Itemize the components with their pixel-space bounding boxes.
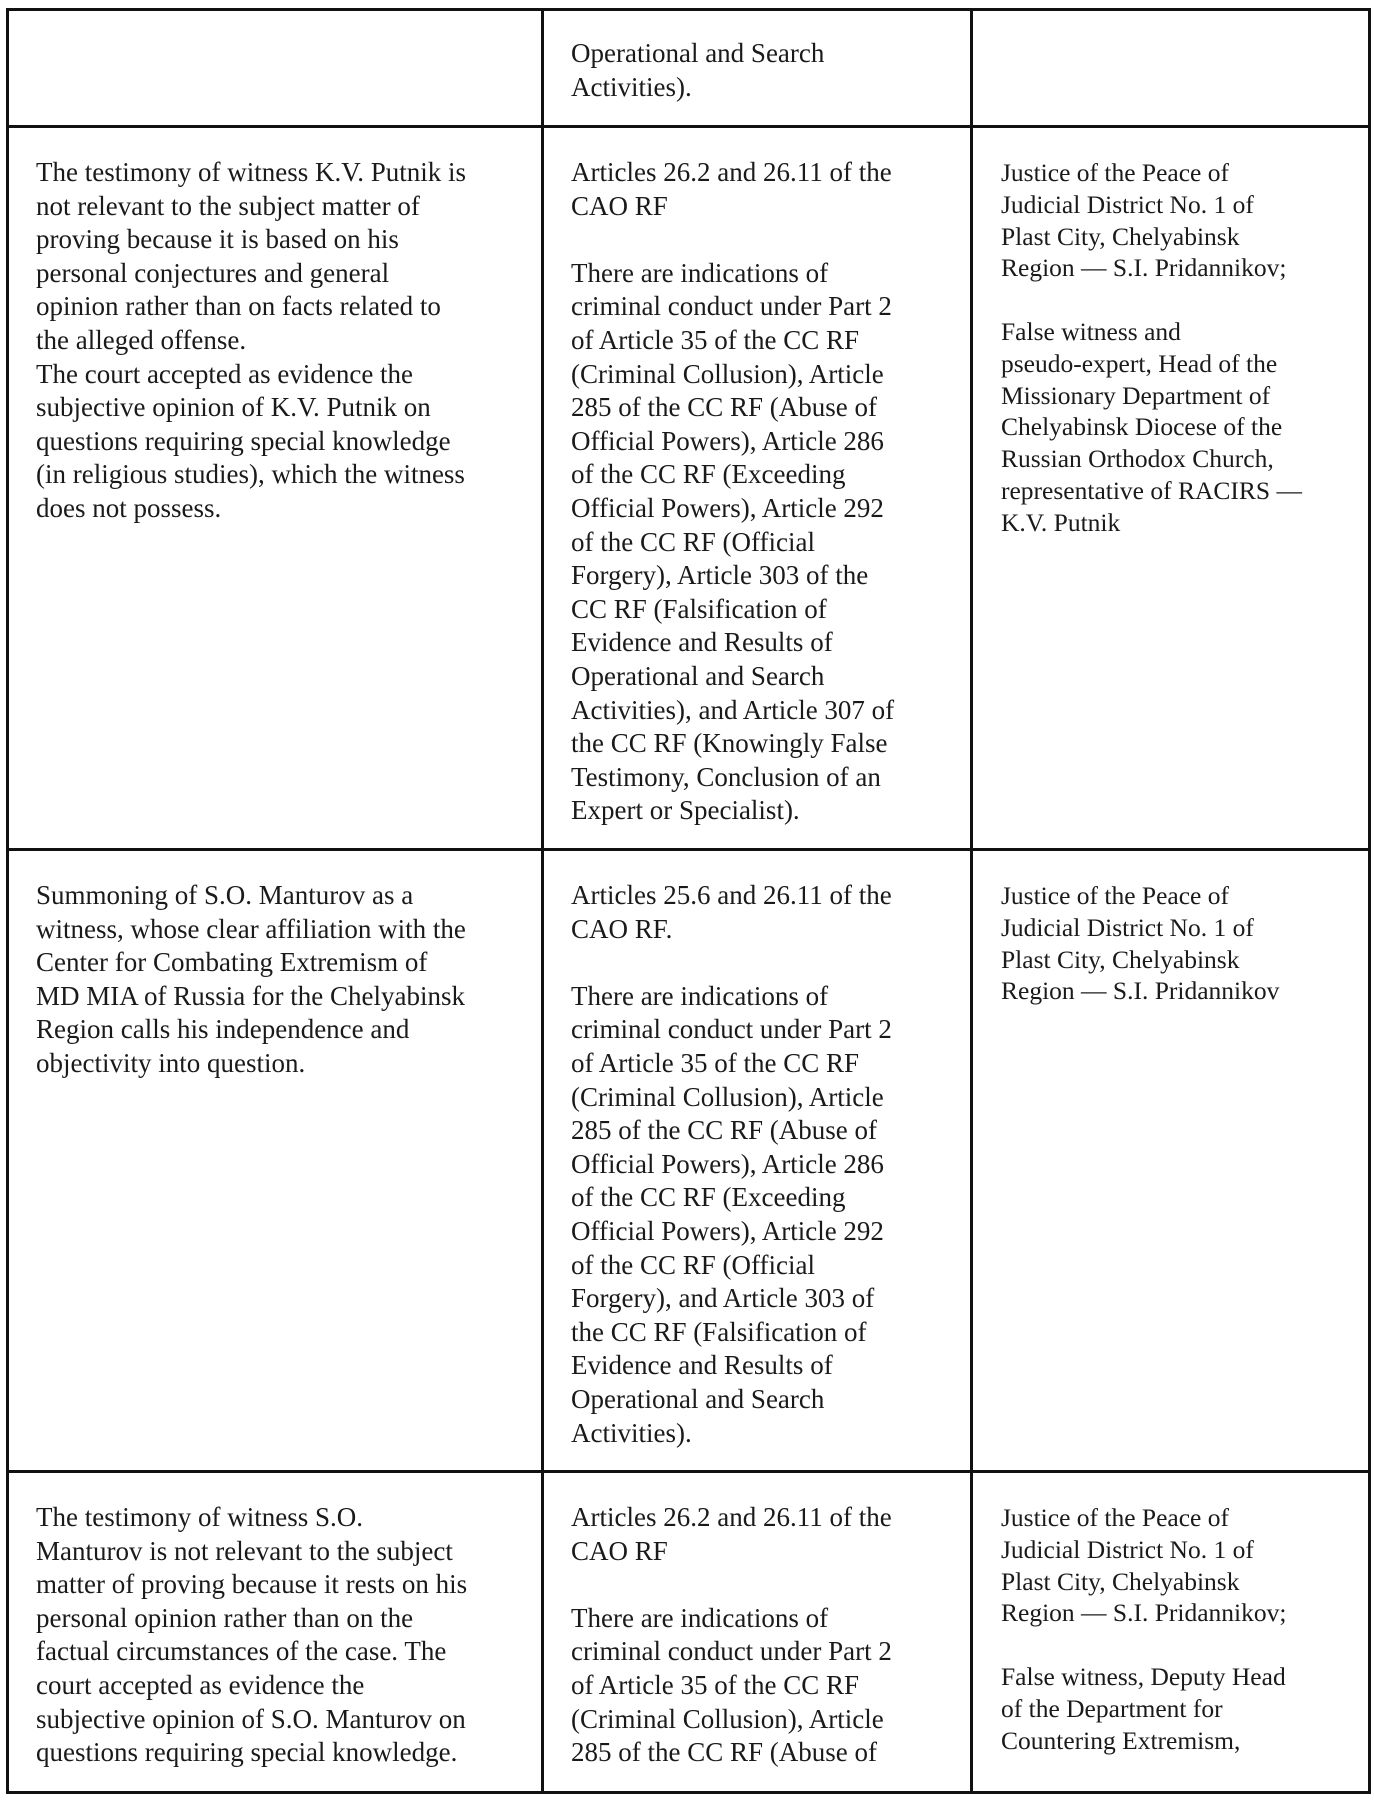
table-cell-legal-basis xyxy=(543,10,972,127)
table-row xyxy=(8,127,1370,850)
cell-text: Summoning of S.O. Manturov as a witness, whose clear affiliation with the Center for Combating Extremism of MD MIA of Russia for the Chelyabinsk Region calls his independence and objectivity into question. xyxy=(36,880,466,1078)
table-cell-persons xyxy=(972,127,1370,850)
cell-text: Articles 26.2 and 26.11 of the CAO RF There are indications of criminal conduct under Part 2 of Article 35 of the CC RF (Criminal Collusion), Article 285 of the CC RF (Abuse of Official Powers), Article 286 of the CC RF (Exceeding Official Powers), Article 292 of the CC RF (Official Forgery), Article 303 of the CC RF (Falsification of Evidence and Results of Operational and Search Activities), and Article 307 of the CC RF (Knowingly False Testimony, Conclusion of an Expert or Specialist). xyxy=(571,157,895,826)
cell-text: Justice of the Peace of Judicial District No. 1 of Plast City, Chelyabinsk Region — S.I. Pridannikov; False witness, Deputy Head of the Department for Countering Extremism, xyxy=(1001,1503,1287,1755)
document-table xyxy=(6,8,1371,1794)
cell-text xyxy=(9,11,541,37)
cell-text: Justice of the Peace of Judicial District No. 1 of Plast City, Chelyabinsk Region — S.I. Pridannikov; False witness and pseudo-expert, Head of the Missionary Department of Chelyabinsk Diocese of the Russian Orthodox Church, representative of RACIRS — K.V. Putnik xyxy=(1001,158,1302,537)
table-cell-legal-basis xyxy=(543,850,972,1472)
cell-text: Articles 25.6 and 26.11 of the CAO RF. There are indications of criminal conduct under Part 2 of Article 35 of the CC RF (Criminal Collusion), Article 285 of the CC RF (Abuse of Official Powers), Article 286 of the CC RF (Exceeding Official Powers), Article 292 of the CC RF (Official Forgery), and Article 303 of the CC RF (Falsification of Evidence and Results of Operational and Search Activities). xyxy=(571,880,892,1448)
table-cell-persons xyxy=(972,10,1370,127)
table-cell-grounds xyxy=(8,127,543,850)
cell-text: Articles 26.2 and 26.11 of the CAO RF There are indications of criminal conduct under Part 2 of Article 35 of the CC RF (Criminal Collusion), Article 285 of the CC RF (Abuse of xyxy=(571,1502,892,1768)
table-cell-legal-basis xyxy=(543,1472,972,1793)
table-row xyxy=(8,1472,1370,1793)
cell-text: The testimony of witness S.O. Manturov is not relevant to the subject matter of proving because it rests on his personal opinion rather than on the factual circumstances of the case. The court accepted as evidence the subjective opinion of S.O. Manturov on questions requiring special knowledge. xyxy=(36,1502,468,1768)
table-cell-grounds xyxy=(8,1472,543,1793)
cell-text: Justice of the Peace of Judicial District No. 1 of Plast City, Chelyabinsk Region — S.I. Pridannikov xyxy=(1001,881,1280,1006)
cell-text xyxy=(973,11,1368,37)
cell-text: Operational and Search Activities). xyxy=(571,38,825,102)
cell-text: The testimony of witness K.V. Putnik is not relevant to the subject matter of proving because it is based on his personal conjectures and general opinion rather than on facts related to the alleged offense. The court accepted as evidence the subjective opinion of K.V. Putnik on questions requiring special knowledge (in religious studies), which the witness does not possess. xyxy=(36,157,467,523)
table-row xyxy=(8,850,1370,1472)
table-cell-persons xyxy=(972,850,1370,1472)
table-cell-legal-basis xyxy=(543,127,972,850)
table-row xyxy=(8,10,1370,127)
table-cell-grounds xyxy=(8,10,543,127)
table-cell-persons xyxy=(972,1472,1370,1793)
table-cell-grounds xyxy=(8,850,543,1472)
